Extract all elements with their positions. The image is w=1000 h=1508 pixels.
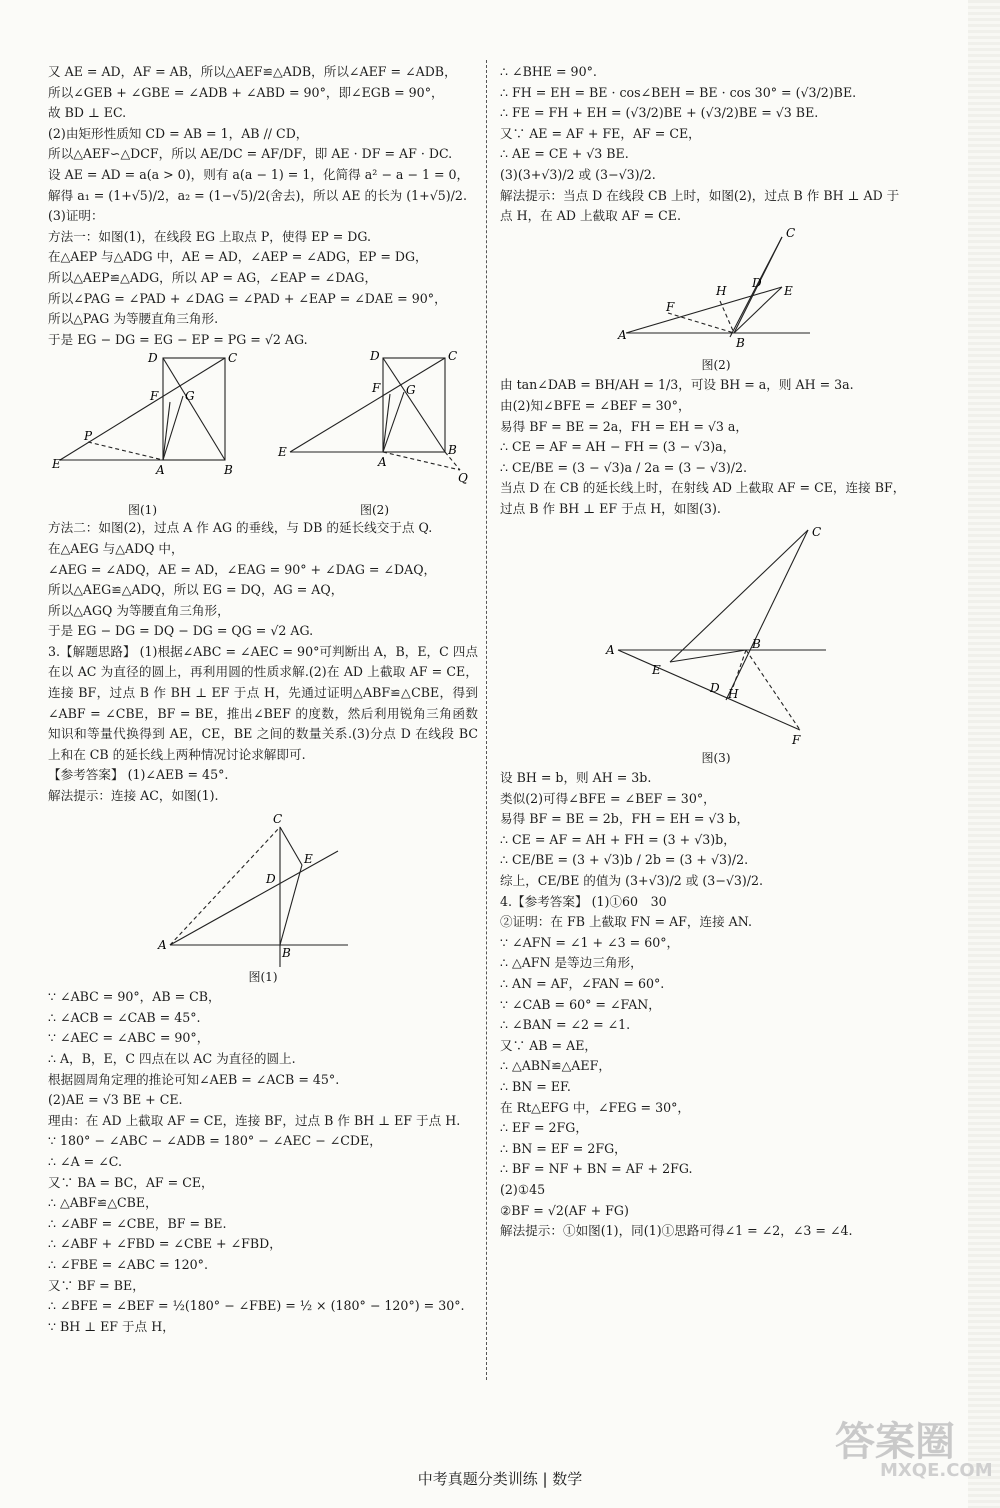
left-lines-3-line: 又∵ BF = BE， bbox=[48, 1277, 145, 1293]
caption-r-fig3: 图(3) bbox=[701, 750, 731, 765]
left-lines-2-line: 所以△AGQ 为等腰直角三角形， bbox=[48, 602, 230, 618]
left-lines-3-line: ∴ ∠A = ∠C. bbox=[48, 1153, 122, 1169]
q3-thinking: 3.【解题思路】 (1)根据∠ABC = ∠AEC = 90°可判断出 A，B，E，C 四点在以 AC 为直径的圆上，再利用圆的性质求解.(2)在 AD 上截取 AF = CE，连接 BF，过点 B 作 BH ⊥ EF 于点 H，先通过证明△ABF≌△CBE，得到∠ABF = ∠CBE，BF = BE，推出∠BEF 的度数，然后利用锐角三角函数知识和等量代换得到 AE，CE，BE 之间的数量关系.(3)分点 D 在线段 BC 上和在 CB 的延长线上两种情况讨论求解即可. bbox=[48, 643, 478, 762]
right-lines-3-line: 设 BH = b，则 AH = 3b. bbox=[500, 770, 652, 786]
left-lines-3-line: ∵ ∠ABC = 90°，AB = CB， bbox=[48, 989, 221, 1005]
svg-text:F: F bbox=[792, 732, 801, 747]
figure-captions-row bbox=[48, 500, 478, 518]
right-column bbox=[500, 62, 932, 1242]
svg-text:D: D bbox=[266, 871, 276, 886]
left-lines-1-line: 所以∠PAG = ∠PAD + ∠DAG = ∠PAD + ∠EAP = ∠DAE = 90°， bbox=[48, 290, 447, 306]
svg-text:D: D bbox=[752, 275, 762, 290]
right-lines-3-line: ∴ AN = AF，∠FAN = 60°. bbox=[500, 976, 665, 992]
left-lines-3-line: 又∵ BA = BC，AF = CE， bbox=[48, 1174, 214, 1190]
caption-fig1: 图(1) bbox=[128, 503, 157, 518]
right-lines-3-line: 在 Rt△EFG 中，∠FEG = 30°， bbox=[500, 1099, 691, 1115]
right-lines-1-line: 解法提示：当点 D 在线段 CB 上时，如图(2)，过点 B 作 BH ⊥ AD 于 bbox=[500, 187, 900, 203]
svg-text:E: E bbox=[304, 851, 313, 866]
right-lines-1-line: ∴ ∠BHE = 90°. bbox=[500, 64, 597, 79]
left-text-block-3 bbox=[48, 987, 478, 1337]
svg-text:B: B bbox=[448, 443, 457, 458]
svg-text:D: D bbox=[710, 680, 720, 695]
right-lines-2-line: 易得 BF = BE = 2a，FH = EH = √3 a， bbox=[500, 418, 749, 434]
left-lines-3-line: (2)AE = √3 BE + CE. bbox=[48, 1092, 183, 1108]
left-lines-2-line: ∠AEG = ∠ADQ，AE = AD，∠EAG = 90° + ∠DAG = ∠DAQ， bbox=[48, 561, 437, 577]
left-lines-2-line: 所以△AEG≌△ADQ，所以 EG = DQ，AG = AQ， bbox=[48, 582, 344, 598]
left-lines-3-line: ∵ ∠AEC = ∠ABC = 90°， bbox=[48, 1030, 210, 1046]
svg-text:G: G bbox=[406, 383, 416, 398]
figure-r2 bbox=[500, 227, 932, 355]
right-lines-1-line: ∴ FE = FH + EH = (√3/2)BE + (√3/2)BE = √3 BE. bbox=[500, 105, 819, 121]
right-lines-3-line: ∴ △ABN≌△AEF， bbox=[500, 1058, 611, 1074]
left-text-block-1 bbox=[48, 62, 478, 350]
left-lines-1-line: 设 AE = AD = a(a > 0)，则有 a(a − 1) = 1，化简得 a² − a − 1 = 0， bbox=[48, 166, 470, 182]
figure-q3-1 bbox=[48, 807, 478, 967]
right-lines-1-line: ∴ AE = CE + √3 BE. bbox=[500, 146, 629, 162]
right-lines-3-line: 综上，CE/BE 的值为 (3+√3)/2 或 (3−√3)/2. bbox=[500, 873, 764, 889]
label-D: D bbox=[148, 351, 158, 366]
right-lines-2-line: 当点 D 在 CB 的延长线上时，在射线 AD 上截取 AF = CE，连接 BF， bbox=[500, 480, 906, 496]
right-lines-3-line: 易得 BF = BE = 2b，FH = EH = √3 b， bbox=[500, 811, 750, 827]
right-lines-3-line: ∴ △AFN 是等边三角形， bbox=[500, 955, 643, 971]
watermark-url: MXQE.COM bbox=[880, 1460, 993, 1481]
page-footer: 中考真题分类训练 | 数学 bbox=[417, 1470, 583, 1488]
left-lines-3-line: ∴ A，B，E，C 四点在以 AC 为直径的圆上. bbox=[48, 1051, 296, 1066]
svg-text:B: B bbox=[736, 335, 745, 350]
left-lines-3-line: ∴ ∠ACB = ∠CAB = 45°. bbox=[48, 1009, 201, 1025]
svg-text:D: D bbox=[370, 350, 380, 364]
left-lines-3-line: ∴ △ABF≌△CBE， bbox=[48, 1195, 158, 1211]
right-lines-3-line: ∴ CE = AF = AH + FH = (3 + √3)b， bbox=[500, 831, 736, 847]
svg-text:A: A bbox=[158, 937, 167, 952]
svg-text:A: A bbox=[156, 463, 165, 478]
right-lines-1-line: ∴ FH = EH = BE · cos∠BEH = BE · cos 30° = (√3/2)BE. bbox=[500, 84, 857, 100]
right-lines-3-line: ∴ BN = EF. bbox=[500, 1079, 571, 1094]
right-lines-3-line: 解法提示：①如图(1)，同(1)①思路可得∠1 = ∠2，∠3 = ∠4. bbox=[500, 1223, 853, 1239]
svg-text:B: B bbox=[282, 945, 291, 960]
left-lines-1-line: 所以△AEP≌△ADG，所以 AP = AG，∠EAP = ∠DAG， bbox=[48, 269, 378, 285]
svg-text:A: A bbox=[606, 642, 615, 657]
left-lines-1-line: (3)证明： bbox=[48, 208, 104, 224]
right-lines-3-line: ∴ EF = 2FG， bbox=[500, 1120, 588, 1136]
right-text-block-2 bbox=[500, 375, 932, 519]
right-lines-2-line: 由(2)知∠BFE = ∠BEF = 30°， bbox=[500, 397, 691, 413]
right-lines-2-line: 过点 B 作 BH ⊥ EF 于点 H，如图(3). bbox=[500, 500, 721, 516]
svg-text:H: H bbox=[716, 283, 727, 298]
right-lines-3-line: ∴ CE/BE = (3 + √3)b / 2b = (3 + √3)/2. bbox=[500, 852, 749, 868]
right-lines-1-line: (3)(3+√3)/2 或 (3−√3)/2. bbox=[500, 166, 656, 182]
svg-text:F: F bbox=[150, 389, 159, 404]
left-lines-1-line: 故 BD ⊥ EC. bbox=[48, 105, 127, 121]
right-lines-3-line: (2)①45 bbox=[500, 1181, 546, 1197]
right-lines-3-line: 又∵ AB = AE， bbox=[500, 1037, 597, 1053]
svg-text:E: E bbox=[52, 457, 61, 472]
right-lines-3-line: ∴ BF = NF + BN = AF + 2FG. bbox=[500, 1161, 693, 1177]
figure-rectangles bbox=[48, 350, 478, 500]
right-lines-2-line: 由 tan∠DAB = BH/AH = 1/3，可设 BH = a，则 AH = 3a. bbox=[500, 377, 854, 393]
svg-text:E: E bbox=[652, 662, 661, 677]
left-lines-1-line: 所以△AEF∽△DCF，所以 AE/DC = AF/DF，即 AE · DF = AF · DC. bbox=[48, 146, 453, 162]
figure-rect-svg bbox=[48, 350, 478, 500]
svg-text:E: E bbox=[784, 283, 793, 298]
right-lines-3-line: ②BF = √2(AF + FG) bbox=[500, 1202, 629, 1218]
figure-r2-svg bbox=[500, 227, 932, 355]
svg-text:C: C bbox=[812, 524, 822, 539]
left-lines-1-line: 解得 a₁ = (1+√5)/2，a₂ = (1−√5)/2(舍去)，所以 AE 的长为 (1+√5)/2. bbox=[48, 187, 467, 203]
right-lines-3-line: 4.【参考答案】 (1)①60 30 bbox=[500, 893, 667, 909]
right-lines-3-line: 类似(2)可得∠BFE = ∠BEF = 30°， bbox=[500, 790, 716, 806]
left-lines-1-line: 所以∠GEB + ∠GBE = ∠ADB + ∠ABD = 90°，即∠EGB = 90°， bbox=[48, 84, 444, 100]
svg-text:B: B bbox=[224, 463, 233, 478]
right-lines-3-line: ∴ BN = EF = 2FG， bbox=[500, 1140, 627, 1156]
svg-text:F: F bbox=[372, 381, 381, 396]
svg-text:A: A bbox=[618, 327, 627, 342]
right-lines-3-line: ∵ ∠CAB = 60° = ∠FAN， bbox=[500, 996, 661, 1012]
left-lines-2-line: 在△AEG 与△ADQ 中， bbox=[48, 540, 184, 556]
left-lines-3-line: ∴ ∠FBE = ∠ABC = 120°. bbox=[48, 1256, 208, 1272]
svg-text:P: P bbox=[84, 429, 93, 444]
right-lines-1-line: 点 H，在 AD 上截取 AF = CE. bbox=[500, 208, 681, 224]
caption-fig2: 图(2) bbox=[360, 503, 389, 518]
q3-hint: 解法提示：连接 AC，如图(1). bbox=[48, 788, 219, 804]
left-lines-1-line: 于是 EG − DG = EG − EP = PG = √2 AG. bbox=[48, 331, 308, 347]
left-lines-2-line: 于是 EG − DG = DQ − DG = QG = √2 AG. bbox=[48, 623, 314, 639]
svg-text:A: A bbox=[378, 455, 387, 470]
caption-q3-fig1: 图(1) bbox=[248, 969, 278, 984]
svg-text:C: C bbox=[273, 811, 283, 826]
left-lines-3-line: 理由：在 AD 上截取 AF = CE，连接 BF，过点 B 作 BH ⊥ EF 于点 H. bbox=[48, 1112, 461, 1128]
right-text-block-1 bbox=[500, 62, 932, 227]
right-lines-3-line: ②证明：在 FB 上截取 FN = AF，连接 AN. bbox=[500, 914, 752, 930]
left-lines-1-line: 又 AE = AD，AF = AB，所以△AEF≌△ADB，所以∠AEF = ∠ADB， bbox=[48, 64, 457, 79]
left-lines-3-line: ∴ ∠ABF = ∠CBE，BF = BE. bbox=[48, 1215, 227, 1231]
left-lines-1-line: 在△AEP 与△ADG 中，AE = AD，∠AEP = ∠ADG，EP = DG， bbox=[48, 249, 428, 265]
left-text-block-2 bbox=[48, 518, 478, 642]
figure-r3-svg bbox=[500, 520, 932, 748]
svg-text:F: F bbox=[666, 299, 675, 314]
right-lines-2-line: ∴ CE/BE = (3 − √3)a / 2a = (3 − √3)/2. bbox=[500, 459, 748, 475]
figure-q3-1-svg bbox=[48, 807, 478, 967]
svg-text:B: B bbox=[752, 636, 761, 651]
svg-text:E: E bbox=[278, 445, 287, 460]
left-lines-1-line: 所以△PAG 为等腰直角三角形. bbox=[48, 311, 219, 327]
q3-answer: 【参考答案】 (1)∠AEB = 45°. bbox=[48, 767, 229, 783]
left-lines-1-line: 方法一：如图(1)，在线段 EG 上取点 P，使得 EP = DG. bbox=[48, 228, 372, 244]
page-edge bbox=[968, 0, 1000, 1508]
right-lines-3-line: ∴ ∠BAN = ∠2 = ∠1. bbox=[500, 1017, 631, 1033]
right-lines-3-line: ∵ ∠AFN = ∠1 + ∠3 = 60°， bbox=[500, 934, 680, 950]
svg-text:Q: Q bbox=[458, 471, 468, 486]
right-text-block-3 bbox=[500, 768, 932, 1242]
svg-text:C: C bbox=[786, 226, 796, 240]
left-lines-3-line: ∵ BH ⊥ EF 于点 H， bbox=[48, 1318, 175, 1334]
left-lines-3-line: ∵ 180° − ∠ABC − ∠ADB = 180° − ∠AEC − ∠CDE， bbox=[48, 1133, 382, 1149]
left-column bbox=[48, 62, 478, 1337]
left-lines-2-line: 方法二：如图(2)，过点 A 作 AG 的垂线，与 DB 的延长线交于点 Q. bbox=[48, 520, 433, 536]
caption-r-fig2: 图(2) bbox=[701, 357, 731, 372]
figure-r3 bbox=[500, 520, 932, 748]
left-lines-1-line: (2)由矩形性质知 CD = AB = 1，AB // CD， bbox=[48, 125, 309, 141]
svg-text:H: H bbox=[728, 686, 739, 701]
right-lines-2-line: ∴ CE = AF = AH − FH = (3 − √3)a， bbox=[500, 439, 736, 455]
right-lines-1-line: 又∵ AE = AF + FE，AF = CE， bbox=[500, 125, 701, 141]
svg-text:C: C bbox=[448, 350, 458, 364]
left-lines-3-line: ∴ ∠BFE = ∠BEF = ½(180° − ∠FBE) = ½ × (180° − 120°) = 30°. bbox=[48, 1298, 465, 1314]
watermark-logo: 答案圈 bbox=[835, 1419, 955, 1465]
left-lines-3-line: ∴ ∠ABF + ∠FBD = ∠CBE + ∠FBD， bbox=[48, 1236, 282, 1252]
column-divider bbox=[486, 60, 488, 1380]
svg-text:C: C bbox=[228, 351, 238, 366]
svg-text:G: G bbox=[185, 389, 195, 404]
left-lines-3-line: 根据圆周角定理的推论可知∠AEB = ∠ACB = 45°. bbox=[48, 1071, 340, 1087]
